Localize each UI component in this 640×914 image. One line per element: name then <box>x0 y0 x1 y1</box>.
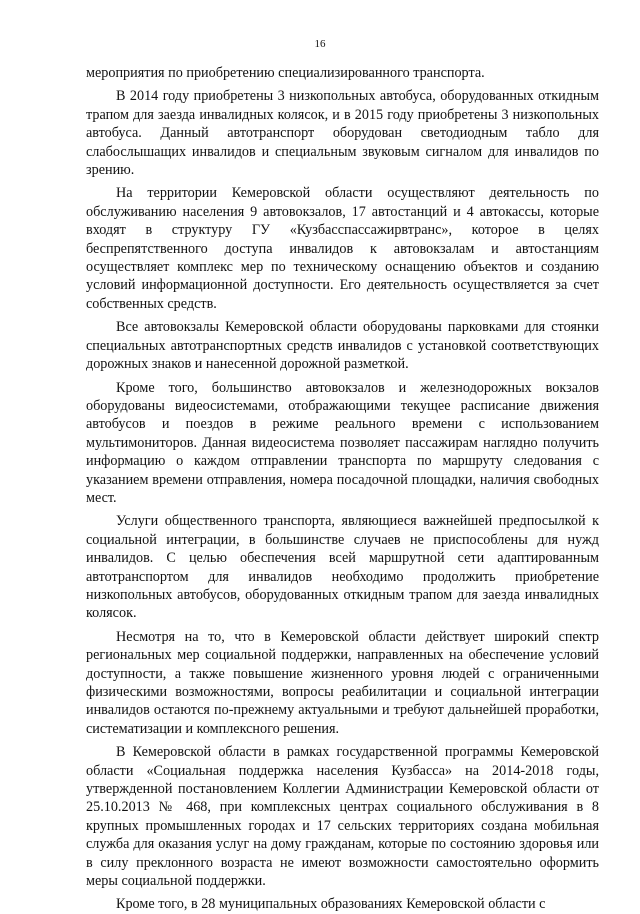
paragraph-buses-2014-2015: В 2014 году приобретены 3 низкопольных автобуса, оборудованных откидным трапом для заезда инвалидных колясок, и в 2015 году приобретены 3 низкопольных автобуса. Данный автотранспорт оборудован светодиодным табло для слабослышащих инвалидов и специальным звуковым сигналом для инвалидов по зрению. <box>86 88 599 179</box>
page-number: 16 <box>314 38 326 50</box>
paragraph-state-program: В Кемеровской области в рамках государственной программы Кемеровской области «Социальная поддержка населения Кузбасса» на 2014-2018 годы, утвержденной постановлением Коллегии Администрации Кемеровской области от 25.10.2013 № 468, при комплексных центрах социального обслуживания в 8 крупных промышленных городах и 17 сельских территориях создана мобильная служба для оказания услуг на дому гражданам, которые по состоянию здоровья или в силу преклонного возраста не имеют возможности самостоятельно оформить меры социальной поддержки. <box>86 744 599 890</box>
paragraph-public-transport: Услуги общественного транспорта, являющиеся важнейшей предпосылкой к социальной интеграции, в большинстве случаев не приспособлены для нужд инвалидов. С целью обеспечения всей маршрутной сети адаптированным автотранспортом для инвалидов необходимо продолжить приобретение низкопольных автобусов, оборудованных откидным трапом для заезда инвалидных колясок. <box>86 513 599 622</box>
body-text <box>86 64 599 914</box>
paragraph-parking: Все автовокзалы Кемеровской области оборудованы парковками для стоянки специальных автотранспортных средств инвалидов с установкой соответствующих дорожных знаков и нанесенной дорожной разметкой. <box>86 319 599 373</box>
paragraph-video-systems: Кроме того, большинство автовокзалов и железнодорожных вокзалов оборудованы видеосистемами, отображающими текущее расписание движения автобусов и поездов в режиме реального времени с использованием мультимониторов. Данная видеосистема позволяет пассажирам наглядно получить информацию о каждом отправлении транспорта по маршруту следования с указанием времени отправления, номера посадочной площадки, наличия свободных мест. <box>86 379 599 506</box>
paragraph-continuation: мероприятия по приобретению специализированного транспорта. <box>86 65 485 81</box>
paragraph-municipalities: Кроме того, в 28 муниципальных образованиях Кемеровской области с <box>116 896 546 913</box>
paragraph-social-support: Несмотря на то, что в Кемеровской области действует широкий спектр региональных мер социальной поддержки, направленных на обеспечение условий доступности, а также повышение жизненного уровня людей с ограниченными физическими возможностями, вопросы реабилитации и социальной интеграции инвалидов остаются по-прежнему актуальными и требуют дальнейшей проработки, систематизации и комплексного решения. <box>86 628 599 737</box>
paragraph-bus-stations: На территории Кемеровской области осуществляют деятельность по обслуживанию населения 9 автовокзалов, 17 автостанций и 4 автокассы, которые входят в структуру ГУ «Кузбасспассажирвтранс», которое в целях беспрепятственного доступа инвалидов к автовокзалам и автостанциям осуществляет комплекс мер по техническому оснащению объектов и созданию условий информационной доступности. Его деятельность осуществляется за счет собственных средств. <box>86 185 599 312</box>
